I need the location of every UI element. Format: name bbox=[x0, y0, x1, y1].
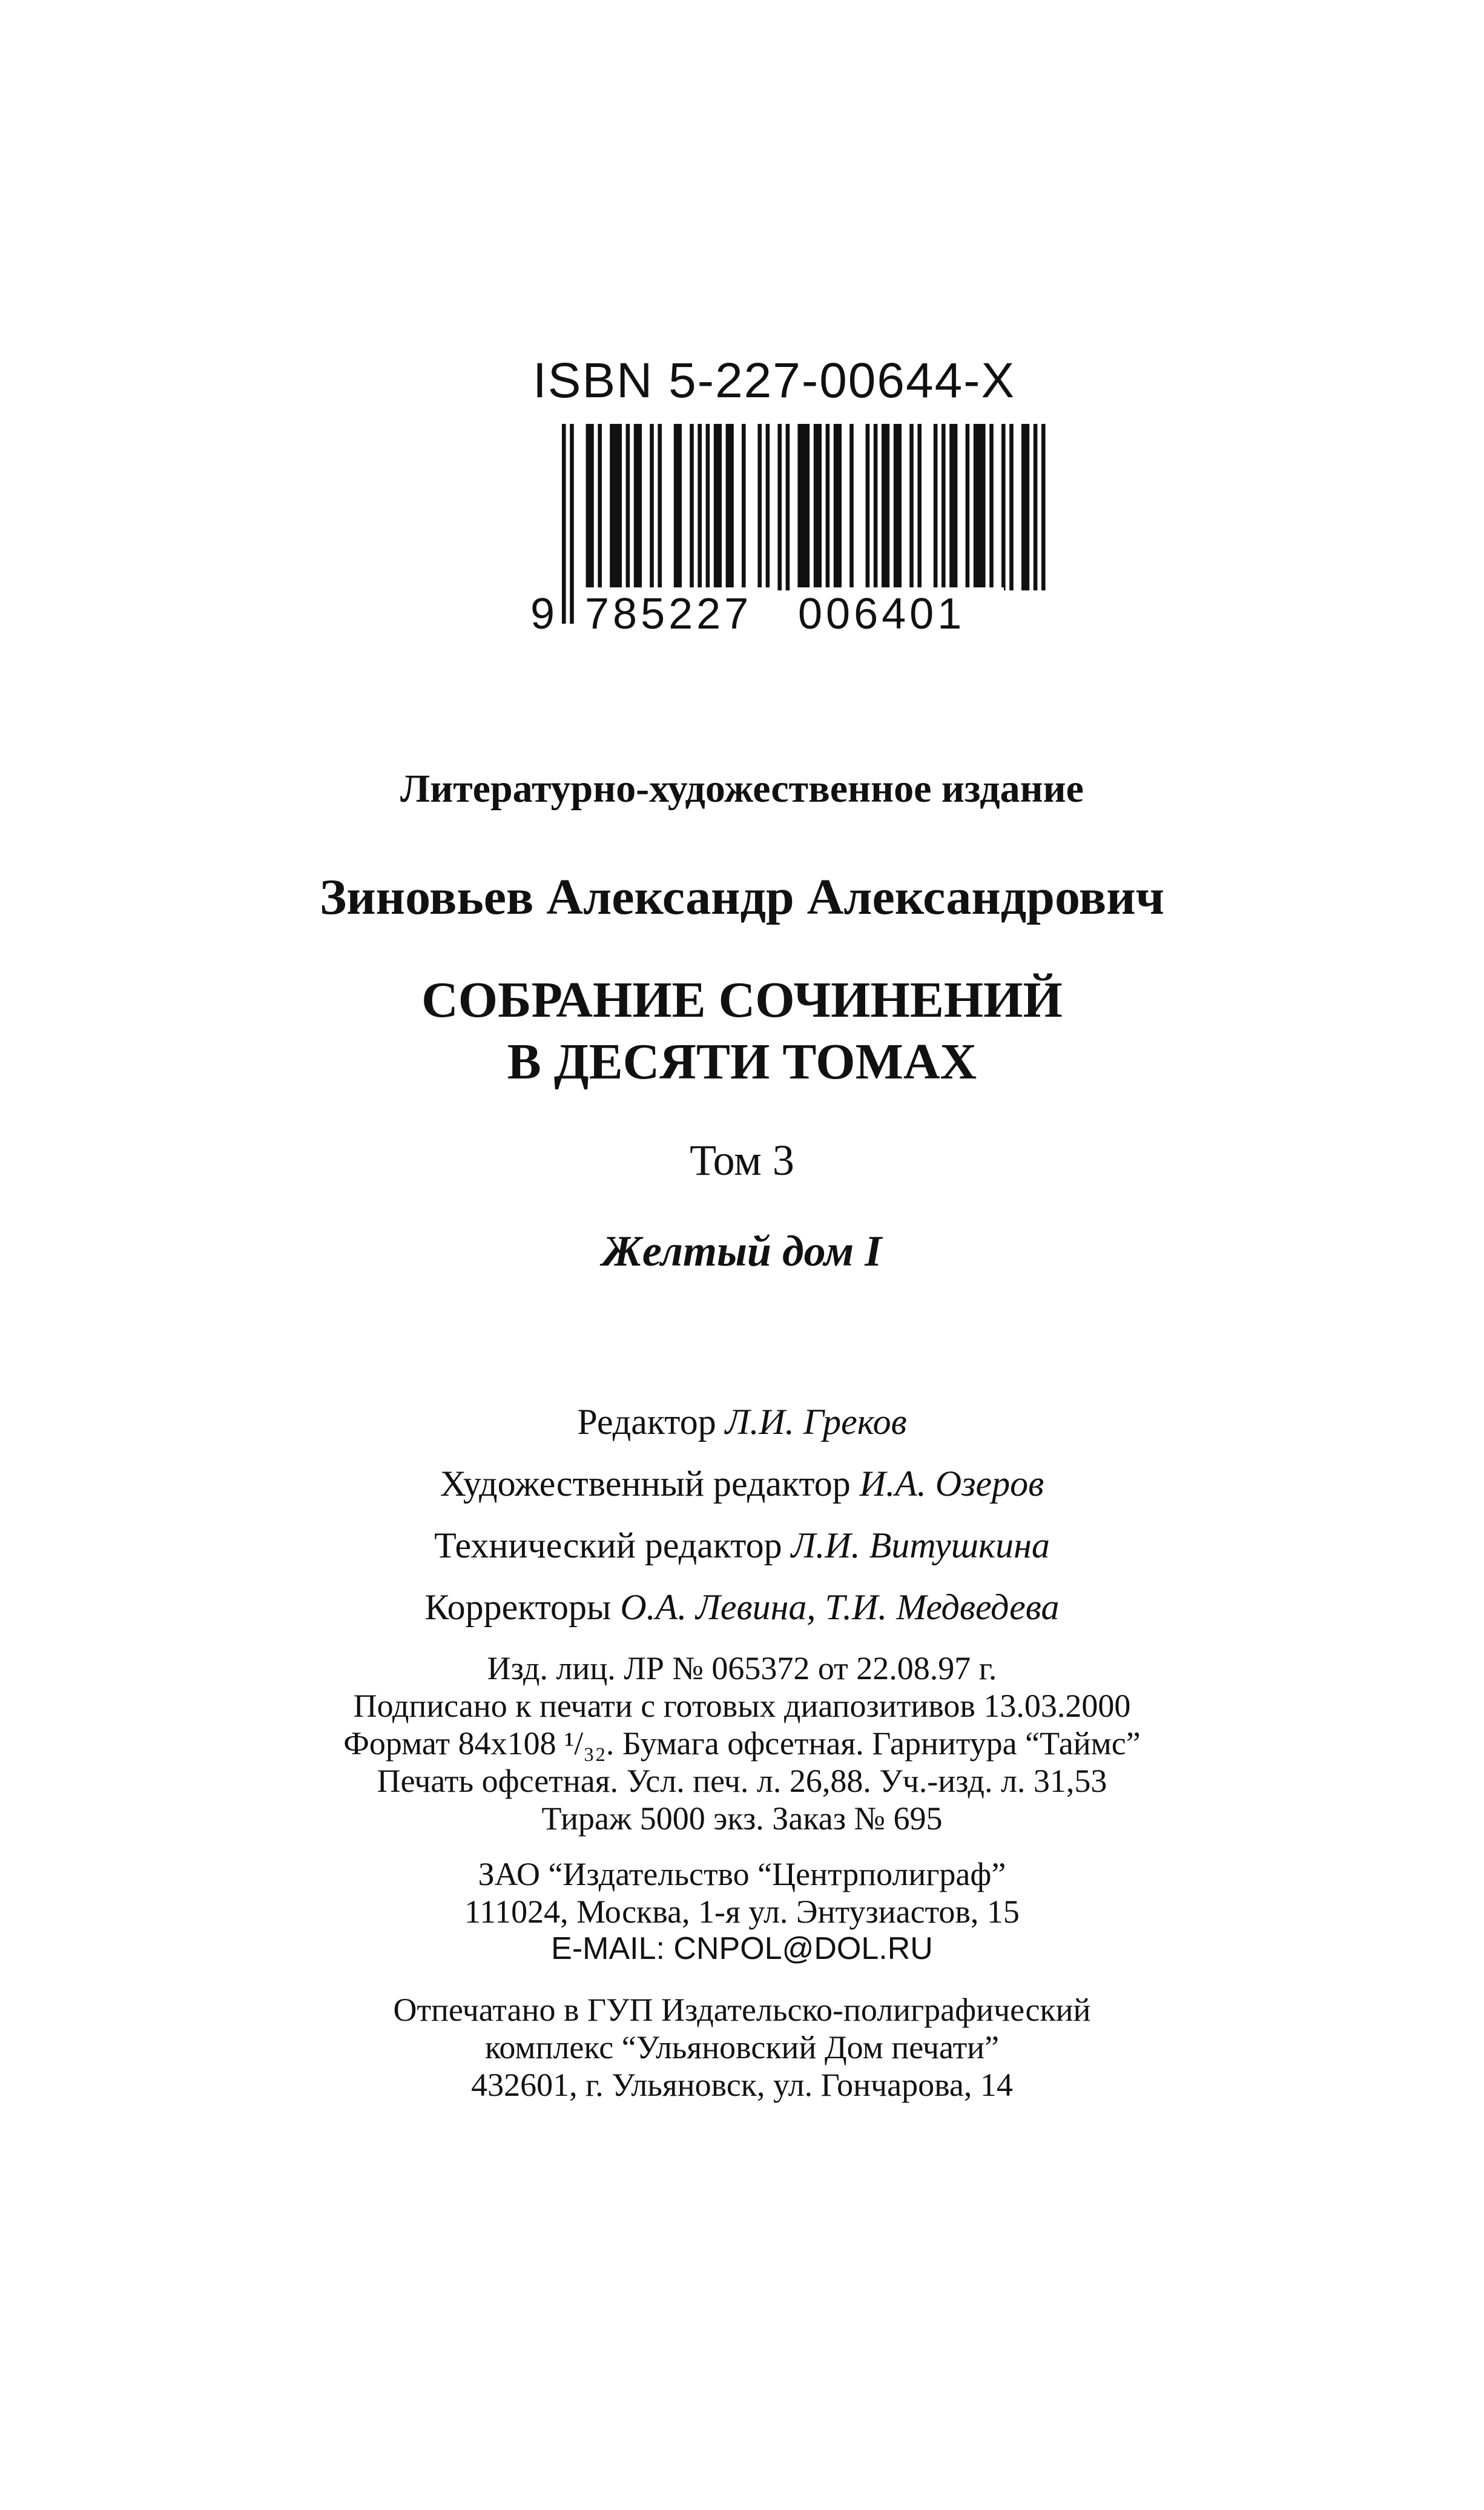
barcode-bar bbox=[894, 424, 902, 590]
barcode-bar bbox=[1034, 424, 1038, 590]
credit-role: Технический редактор bbox=[434, 1525, 782, 1565]
genre-line: Литературно-художественное издание bbox=[400, 767, 1084, 811]
barcode-bar bbox=[650, 424, 654, 590]
credit-role: Художественный редактор bbox=[440, 1464, 851, 1504]
volume-number: Том 3 bbox=[690, 1136, 794, 1184]
credit-name: Л.И. Греков bbox=[725, 1402, 907, 1442]
barcode-bar bbox=[570, 424, 574, 624]
barcode-bar bbox=[797, 424, 810, 590]
barcode-bar bbox=[658, 424, 662, 590]
barcode-bar bbox=[626, 424, 630, 590]
barcode-digits-group2: 006401 bbox=[798, 590, 966, 638]
title-line-2: В ДЕСЯТИ ТОМАХ bbox=[507, 1034, 977, 1090]
barcode-bar bbox=[934, 424, 938, 590]
barcode-bar bbox=[697, 424, 702, 590]
barcode-bar bbox=[674, 424, 682, 590]
credit-role: Редактор bbox=[577, 1402, 716, 1442]
barcode-bar bbox=[814, 424, 822, 590]
printer-line-1: Отпечатано в ГУП Издательско-полиграфический bbox=[393, 1992, 1091, 2028]
barcode-bar bbox=[714, 424, 722, 590]
barcode-bar bbox=[949, 424, 957, 590]
barcode-bar bbox=[917, 424, 922, 590]
barcode-bar bbox=[562, 424, 566, 624]
barcode-bar bbox=[610, 424, 622, 590]
isbn-label: ISBN 5-227-00644-X bbox=[533, 353, 1016, 408]
barcode-bar bbox=[1009, 424, 1014, 590]
barcode-bar bbox=[586, 424, 594, 590]
barcode-bar bbox=[757, 424, 762, 590]
credit-tech-editor bbox=[0, 1527, 1484, 1564]
imprint-signed: Подписано к печати с готовых диапозитивов 13.03.2000 bbox=[353, 1688, 1131, 1724]
publisher-name: ЗАО “Издательство “Центрполиграф” bbox=[478, 1856, 1006, 1892]
barcode-bar bbox=[866, 424, 870, 590]
isbn-barcode bbox=[526, 424, 1046, 642]
title-line-1: СОБРАНИЕ СОЧИНЕНИЙ bbox=[421, 972, 1063, 1028]
barcode-bar bbox=[706, 424, 710, 590]
barcode-bar bbox=[786, 424, 790, 590]
printer-line-2: комплекс “Ульяновский Дом печати” bbox=[484, 2029, 1000, 2066]
printer-address: 432601, г. Ульяновск, ул. Гончарова, 14 bbox=[471, 2067, 1013, 2103]
barcode-bar bbox=[634, 424, 642, 590]
barcode-bar bbox=[1041, 424, 1046, 590]
barcode-bar bbox=[726, 424, 734, 590]
barcode-bar bbox=[974, 424, 986, 590]
barcode-bar bbox=[742, 424, 746, 590]
imprint-license: Изд. лиц. ЛР № 065372 от 22.08.97 г. bbox=[487, 1650, 997, 1686]
credit-name: О.А. Левина, Т.И. Медведева bbox=[620, 1587, 1060, 1627]
publisher-address: 111024, Москва, 1-я ул. Энтузиастов, 15 bbox=[464, 1894, 1020, 1930]
credit-role: Корректоры bbox=[424, 1587, 612, 1627]
credit-proofreaders bbox=[0, 1589, 1484, 1625]
barcode-bar bbox=[1021, 424, 1029, 590]
barcode-bar bbox=[1001, 424, 1006, 590]
barcode-digit-left: 9 bbox=[530, 590, 555, 638]
barcode-digits-group1: 785227 bbox=[585, 590, 753, 638]
barcode-bar bbox=[598, 424, 602, 590]
volume-subtitle: Желтый дом I bbox=[602, 1227, 882, 1275]
barcode-bar bbox=[690, 424, 694, 590]
imprint-run: Тираж 5000 экз. Заказ № 695 bbox=[541, 1800, 943, 1837]
imprint-printing: Печать офсетная. Усл. печ. л. 26,88. Уч.-изд. л. 31,53 bbox=[377, 1763, 1107, 1799]
imprint-format: Формат 84x108 ¹/₃₂. Бумага офсетная. Гарнитура “Таймс” bbox=[343, 1725, 1141, 1762]
credit-name: Л.И. Витушкина bbox=[791, 1525, 1050, 1565]
barcode-bar bbox=[882, 424, 889, 590]
barcode-bar bbox=[909, 424, 914, 590]
credit-name: И.А. Озеров bbox=[859, 1464, 1044, 1504]
barcode-bar bbox=[966, 424, 970, 590]
barcode-bar bbox=[874, 424, 878, 590]
credit-art-editor bbox=[0, 1465, 1484, 1502]
barcode-bar bbox=[989, 424, 994, 590]
barcode-bar bbox=[942, 424, 946, 590]
barcode-bar bbox=[777, 424, 782, 590]
publisher-email: E-MAIL: CNPOL@DOL.RU bbox=[551, 1931, 933, 1966]
barcode-bar bbox=[766, 424, 770, 590]
credit-editor bbox=[0, 1404, 1484, 1440]
author-name: Зиновьев Александр Александрович bbox=[319, 869, 1165, 925]
